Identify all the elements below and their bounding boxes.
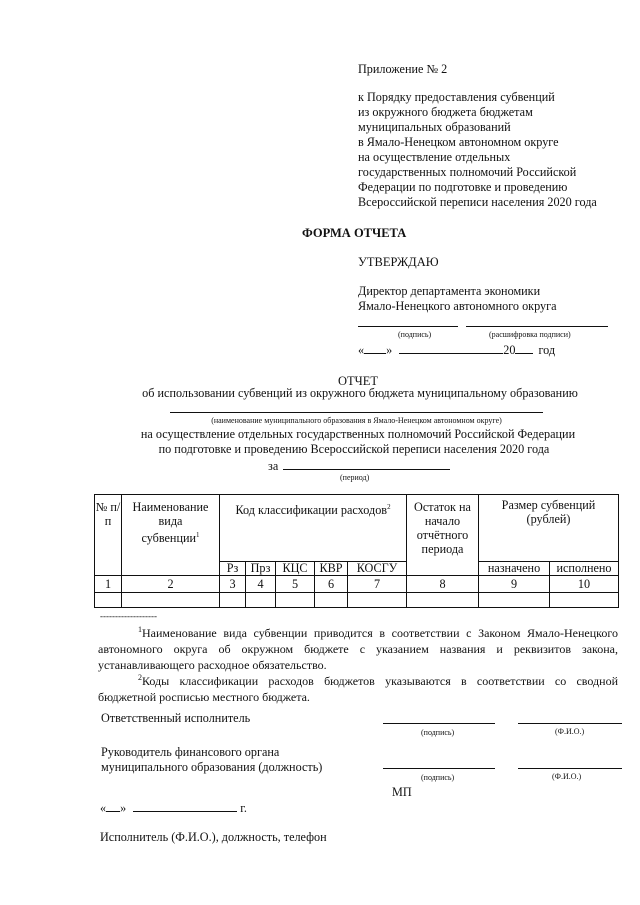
head-fio-line[interactable] — [518, 768, 622, 769]
footnote-separator: ------------------- — [100, 611, 157, 621]
appendix-line: к Порядку предоставления субвенций — [358, 90, 555, 104]
appendix-line: в Ямало-Ненецком автономном округе — [358, 135, 559, 149]
approve-position-line1: Директор департамента экономики — [358, 284, 541, 298]
table-border-top — [94, 494, 618, 495]
head-fio-caption: (Ф.И.О.) — [552, 772, 582, 781]
header-name-line: субвенции — [141, 531, 197, 546]
table-header-bottom — [94, 575, 618, 576]
appendix-line: государственных полномочий Российской — [358, 165, 577, 179]
report-line1: об использовании субвенций из окружного бюджета муниципальному образованию — [142, 386, 578, 400]
date-close-quote: » — [120, 801, 127, 815]
sub-size-executed: исполнено — [556, 561, 612, 575]
footnote-ref-1: 1 — [196, 531, 200, 539]
sub-code-kcs: КЦС — [282, 561, 308, 575]
table-border-bottom — [94, 607, 618, 608]
header-name-line-last — [122, 528, 219, 545]
sub-code-kvr: КВР — [319, 561, 343, 575]
header-rest-line: Остаток на — [414, 500, 471, 514]
col-number: 4 — [257, 577, 264, 591]
col-number: 6 — [327, 577, 335, 591]
sign-year-suffix: г. — [240, 801, 247, 815]
executor-label: Исполнитель (Ф.И.О.), должность, телефон — [100, 830, 327, 844]
mo-caption: (наименование муниципального образования в Ямало-Ненецком автономном округе) — [211, 416, 502, 425]
footnote-1 — [98, 622, 618, 673]
sign-date — [100, 800, 247, 816]
appendix-title: Приложение № 2 — [358, 62, 448, 76]
responsible-fio-caption: (Ф.И.О.) — [555, 727, 585, 736]
date-open-quote: « — [100, 801, 107, 815]
date-open-quote: « — [358, 343, 365, 357]
col-number: 3 — [229, 577, 236, 591]
approve-year-suffix: год — [538, 343, 556, 357]
col-number: 10 — [577, 577, 591, 591]
col-number: 9 — [510, 577, 518, 591]
footnote-2 — [98, 670, 618, 705]
responsible-label: Ответственный исполнитель — [101, 711, 251, 725]
footnote-1-text: Наименование вида субвенции приводится в соответствии с Законом Ямало-Ненецкого автономного округа об окружном бюджете с указанием названия и реквизитов закона, устанавливающего расходное обязательство. — [98, 626, 618, 672]
appendix-line: муниципальных образований — [358, 120, 511, 134]
footnote-2-mark: 2 — [138, 673, 142, 682]
sub-code-prz: Прз — [250, 561, 271, 575]
responsible-fio-line[interactable] — [518, 723, 622, 724]
head-signature-line[interactable] — [383, 768, 495, 769]
header-rest-line: начало — [424, 514, 461, 528]
header-rest — [407, 500, 478, 556]
table-border-right — [618, 494, 619, 608]
report-line2: на осуществление отдельных государственных полномочий Российской Федерации — [140, 427, 576, 441]
appendix-line: из окружного бюджета бюджетам — [358, 105, 533, 119]
responsible-signature-caption: (подпись) — [421, 728, 455, 737]
head-label-line1: Руководитель финансового органа — [101, 745, 280, 759]
sub-size-assigned: назначено — [487, 561, 541, 575]
footnote-1-mark: 1 — [138, 625, 142, 634]
stamp-place: МП — [392, 785, 412, 799]
footnote-2-text: Коды классификации расходов бюджетов указываются в соответствии со сводной бюджетной росписью местного бюджета. — [98, 674, 618, 704]
header-code — [220, 500, 406, 517]
header-size-line: (рублей) — [526, 512, 571, 526]
table-row[interactable] — [95, 593, 618, 607]
appendix-line: Федерации по подготовке и проведению — [358, 180, 568, 194]
header-rest-line: отчётного — [416, 528, 469, 542]
approve-year-prefix: 20 — [503, 343, 516, 357]
footnote-ref-2: 2 — [387, 503, 391, 511]
appendix-line: на осуществление отдельных — [358, 150, 511, 164]
header-size — [479, 498, 618, 526]
period-caption: (период) — [340, 473, 370, 482]
period-za: за — [268, 459, 279, 473]
sub-code-rz: Рз — [226, 561, 239, 575]
report-title: ОТЧЕТ — [338, 374, 379, 388]
head-label-line2: муниципального образования (должность) — [101, 760, 323, 774]
sub-code-kosgu: КОСГУ — [356, 561, 398, 575]
header-name-line: Наименование — [132, 500, 209, 514]
approve-label: УТВЕРЖДАЮ — [358, 255, 439, 269]
header-num: № п/п — [95, 500, 121, 528]
col-number: 1 — [104, 577, 112, 591]
header-name — [122, 500, 219, 545]
approve-decode-caption: (расшифровка подписи) — [489, 330, 571, 339]
col-number: 8 — [439, 577, 446, 591]
col-number: 7 — [373, 577, 381, 591]
head-signature-caption: (подпись) — [421, 773, 455, 782]
header-size-line: Размер субвенций — [501, 498, 596, 512]
header-code-label: Код классификации расходов — [235, 503, 388, 518]
form-title: ФОРМА ОТЧЕТА — [302, 226, 407, 240]
approve-position-line2: Ямало-Ненецкого автономного округа — [358, 299, 557, 313]
appendix-line: Всероссийской переписи населения 2020 года — [358, 195, 597, 209]
header-rest-line: периода — [421, 542, 464, 556]
col-number: 5 — [291, 577, 299, 591]
date-close-quote: » — [386, 343, 393, 357]
sign-day-field[interactable] — [106, 800, 120, 812]
report-line3: по подготовке и проведению Всероссийской переписи населения 2020 года — [158, 442, 550, 456]
col-number: 2 — [167, 577, 174, 591]
approve-signature-caption: (подпись) — [398, 330, 432, 339]
responsible-signature-line[interactable] — [383, 723, 495, 724]
sign-month-field[interactable] — [133, 800, 237, 812]
header-name-line: вида — [158, 514, 183, 528]
